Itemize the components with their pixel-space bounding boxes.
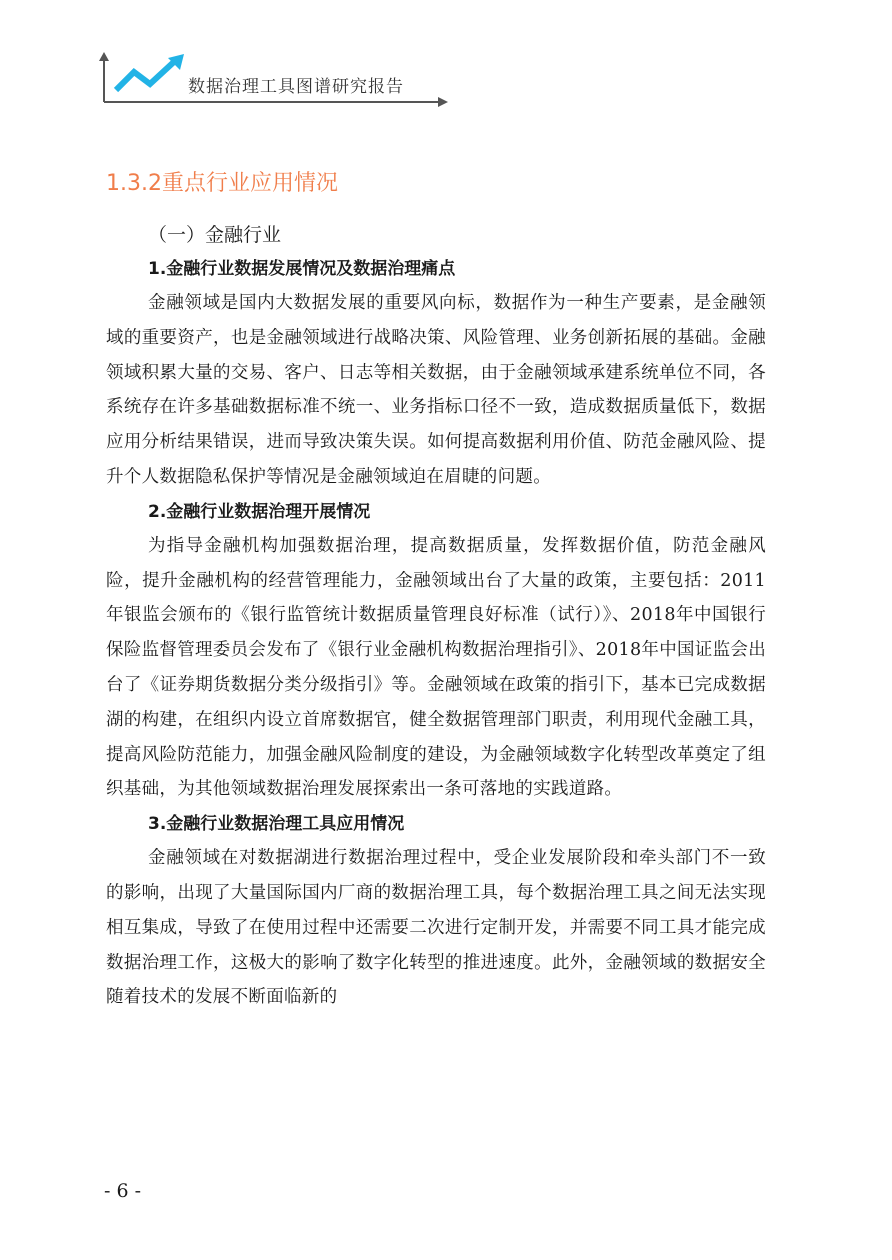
subsection-title: （一）金融行业 [148,224,282,246]
body-text [106,252,766,1015]
sub-heading-1: 1.金融行业数据发展情况及数据治理痛点 [148,259,456,279]
page-number: - 6 - [104,1180,142,1202]
sub-heading-3: 3.金融行业数据治理工具应用情况 [148,814,405,835]
paragraph-3: 金融领域在对数据湖进行数据治理过程中，受企业发展阶段和牵头部门不一致的影响，出现了大量国际国内厂商的数据治理工具，每个数据治理工具之间无法实现相互集成，导致了在使用过程中还需要二次进行定制开发，并需要不同工具才能完成数据治理工作，这极大的影响了数字化转型的推进速度。此外，金融领域的数据安全随着技术的发展不断面临新的 [106,848,766,1008]
section-title: 1.3.2重点行业应用情况 [106,171,338,196]
paragraph-1: 金融领域是国内大数据发展的重要风向标，数据作为一种生产要素，是金融领域的重要资产，也是金融领域进行战略决策、风险管理、业务创新拓展的基础。金融领域积累大量的交易、客户、日志等相关数据，由于金融领域承建系统单位不同，各系统存在许多基础数据标准不统一、业务指标口径不一致，造成数据质量低下，数据应用分析结果错误，进而导致决策失误。如何提高数据利用价值、防范金融风险、提升个人数据隐私保护等情况是金融领域迫在眉睫的问题。 [106,293,766,487]
paragraph-2: 为指导金融机构加强数据治理，提高数据质量，发挥数据价值，防范金融风险，提升金融机构的经营管理能力，金融领域出台了大量的政策，主要包括：2011年银监会颁布的《银行监管统计数据质量管理良好标准（试行）》、2018年中国银行保险监督管理委员会发布了《银行业金融机构数据治理指引》、2018年中国证监会出台了《证券期货数据分类分级指引》等。金融领域在政策的指引下，基本已完成数据湖的构建，在组织内设立首席数据官，健全数据管理部门职责，利用现代金融工具，提高风险防范能力，加强金融风险制度的建设，为金融领域数字化转型改革奠定了组织基础，为其他领域数据治理发展探索出一条可落地的实践道路。 [106,535,766,800]
sub-heading-2: 2.金融行业数据治理开展情况 [148,501,371,522]
running-header [96,50,456,112]
header-title: 数据治理工具图谱研究报告 [188,77,404,97]
